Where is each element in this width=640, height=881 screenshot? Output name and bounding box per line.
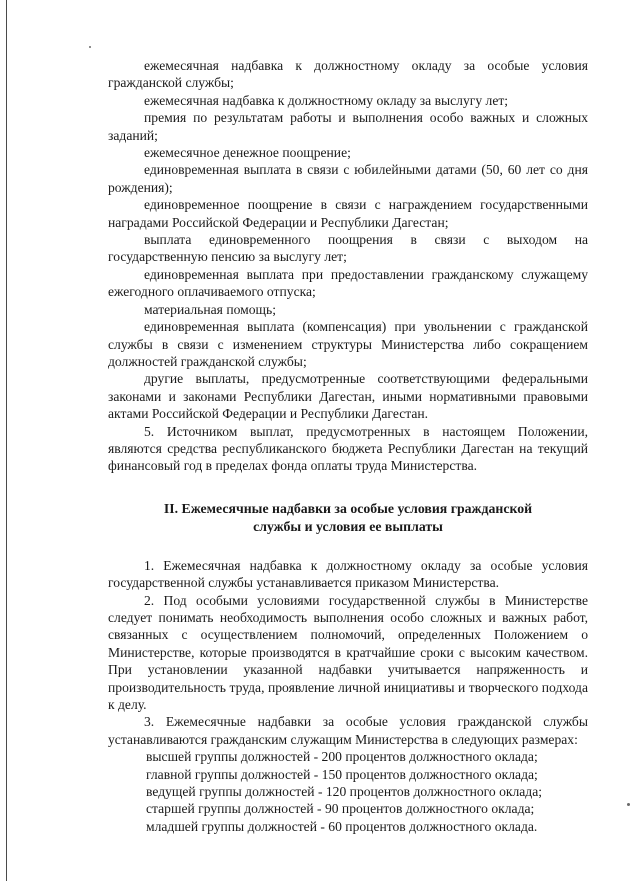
scan-margin-line <box>6 0 7 881</box>
size-list-item: высшей группы должностей - 200 процентов должностного оклада; <box>146 749 538 765</box>
paragraph: другие выплаты, предусмотренные соответствующими федеральными законами и законами Республики Дагестан, иными нормативными правовыми актами Российской Федерации и Республики Дагестан. <box>108 371 588 422</box>
section-heading <box>108 500 588 536</box>
paragraph-sources: 5. Источником выплат, предусмотренных в настоящем Положении, являются средства республиканского бюджета Республики Дагестан на текущий финансовый год в пределах фонда оплаты труда Министерства. <box>108 423 588 474</box>
paragraph: ежемесячная надбавка к должностному окладу за выслугу лет; <box>144 92 509 108</box>
paragraph: выплата единовременного поощрения в связи с выходом на государственную пенсию за выслугу лет; <box>108 232 588 265</box>
paragraph: премия по результатам работы и выполнения особо важных и сложных заданий; <box>108 110 588 143</box>
paragraph: единовременная выплата в связи с юбилейными датами (50, 60 лет со дня рождения); <box>108 162 588 195</box>
paragraph: единовременная выплата (компенсация) при увольнении с гражданской службы в связи с изменением структуры Министерства либо сокращением должностей гражданской службы; <box>108 319 588 369</box>
paragraph: ежемесячное денежное поощрение; <box>144 145 351 161</box>
size-list-item: ведущей группы должностей - 120 процентов должностного оклада; <box>146 784 543 800</box>
size-list-item: старшей группы должностей - 90 процентов должностного оклада; <box>146 801 535 817</box>
paragraph: 2. Под особыми условиями государственной службы в Министерстве следует понимать необходимость выполнения особо сложных и важных работ, связанных с осуществлением полномочий, определенных Положением о Министерстве, которые производятся в кратчайшие сроки с высоким качеством. При установлении указанной надбавки учитывается напряженность и производительность труда, проявление личной инициативы и творческого подхода к делу. <box>108 592 588 712</box>
scan-speck <box>89 46 91 48</box>
document-body <box>108 57 588 835</box>
paragraph: единовременная выплата при предоставлении гражданскому служащему ежегодного оплачиваемого отпуска; <box>108 266 588 300</box>
paragraph: материальная помощь; <box>144 301 276 317</box>
paragraph: ежемесячная надбавка к должностному окладу за особые условия гражданской службы; <box>108 58 588 91</box>
size-list-item: младшей группы должностей - 60 процентов должностного оклада. <box>146 818 538 834</box>
paragraph: единовременное поощрение в связи с награждением государственными наградами Российской Федерации и Республики Дагестан; <box>108 197 588 230</box>
paragraph: 3. Ежемесячные надбавки за особые условия гражданской службы устанавливаются гражданским служащим Министерства в следующих размерах: <box>108 714 588 747</box>
section-heading-line: службы и условия ее выплаты <box>253 518 443 534</box>
size-list-item: главной группы должностей - 150 процентов должностного оклада; <box>146 766 538 782</box>
paragraph: 1. Ежемесячная надбавка к должностному окладу за особые условия государственной службы устанавливается приказом Министерства. <box>108 557 588 591</box>
scan-speck <box>627 803 630 806</box>
section-heading-line: II. Ежемесячные надбавки за особые условия гражданской <box>163 500 533 516</box>
